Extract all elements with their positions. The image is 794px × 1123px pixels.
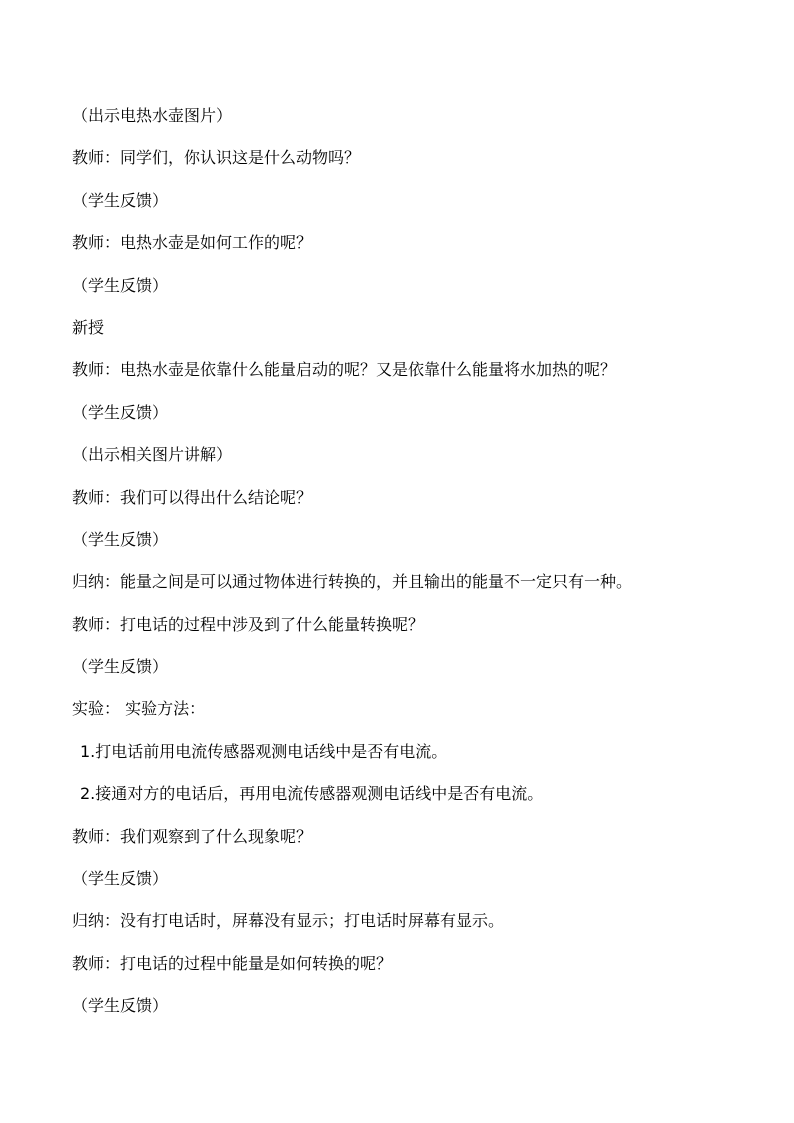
- summary-line: 归纳：能量之间是可以通过物体进行转换的，并且输出的能量不一定只有一种。: [72, 572, 633, 592]
- student-feedback: （学生反馈）: [72, 657, 169, 677]
- stage-direction-show-kettle-image: （出示电热水壶图片）: [72, 106, 233, 125]
- document-page: [72, 102, 732, 1035]
- student-feedback: （学生反馈）: [72, 869, 169, 889]
- stage-direction-show-images: （出示相关图片讲解）: [72, 445, 233, 465]
- student-feedback: （学生反馈）: [72, 402, 169, 422]
- experiment-step-1: 1.打电话前用电流传感器观测电话线中是否有电流。: [80, 741, 448, 761]
- student-feedback: （学生反馈）: [72, 529, 169, 549]
- section-heading-new-lesson: 新授: [72, 317, 105, 337]
- experiment-heading: 实验： 实验方法：: [72, 699, 206, 719]
- experiment-step-2: 2.接通对方的电话后，再用电流传感器观测电话线中是否有电流。: [80, 784, 544, 804]
- teacher-line: 教师：我们可以得出什么结论呢？: [72, 487, 313, 507]
- teacher-line: 教师：电热水壶是依靠什么能量启动的呢？又是依靠什么能量将水加热的呢？: [72, 360, 617, 380]
- student-feedback: （学生反馈）: [72, 190, 169, 210]
- student-feedback: （学生反馈）: [72, 996, 169, 1016]
- teacher-line: 教师：我们观察到了什么现象呢？: [72, 826, 313, 846]
- teacher-line: 教师：打电话的过程中能量是如何转换的呢？: [72, 953, 393, 973]
- teacher-line: 教师：同学们，你认识这是什么动物吗？: [72, 148, 361, 168]
- teacher-line: 教师：打电话的过程中涉及到了什么能量转换呢？: [72, 614, 425, 634]
- student-feedback: （学生反馈）: [72, 275, 169, 295]
- teacher-line: 教师：电热水壶是如何工作的呢？: [72, 233, 313, 253]
- summary-line: 归纳：没有打电话时，屏幕没有显示；打电话时屏幕有显示。: [72, 911, 505, 931]
